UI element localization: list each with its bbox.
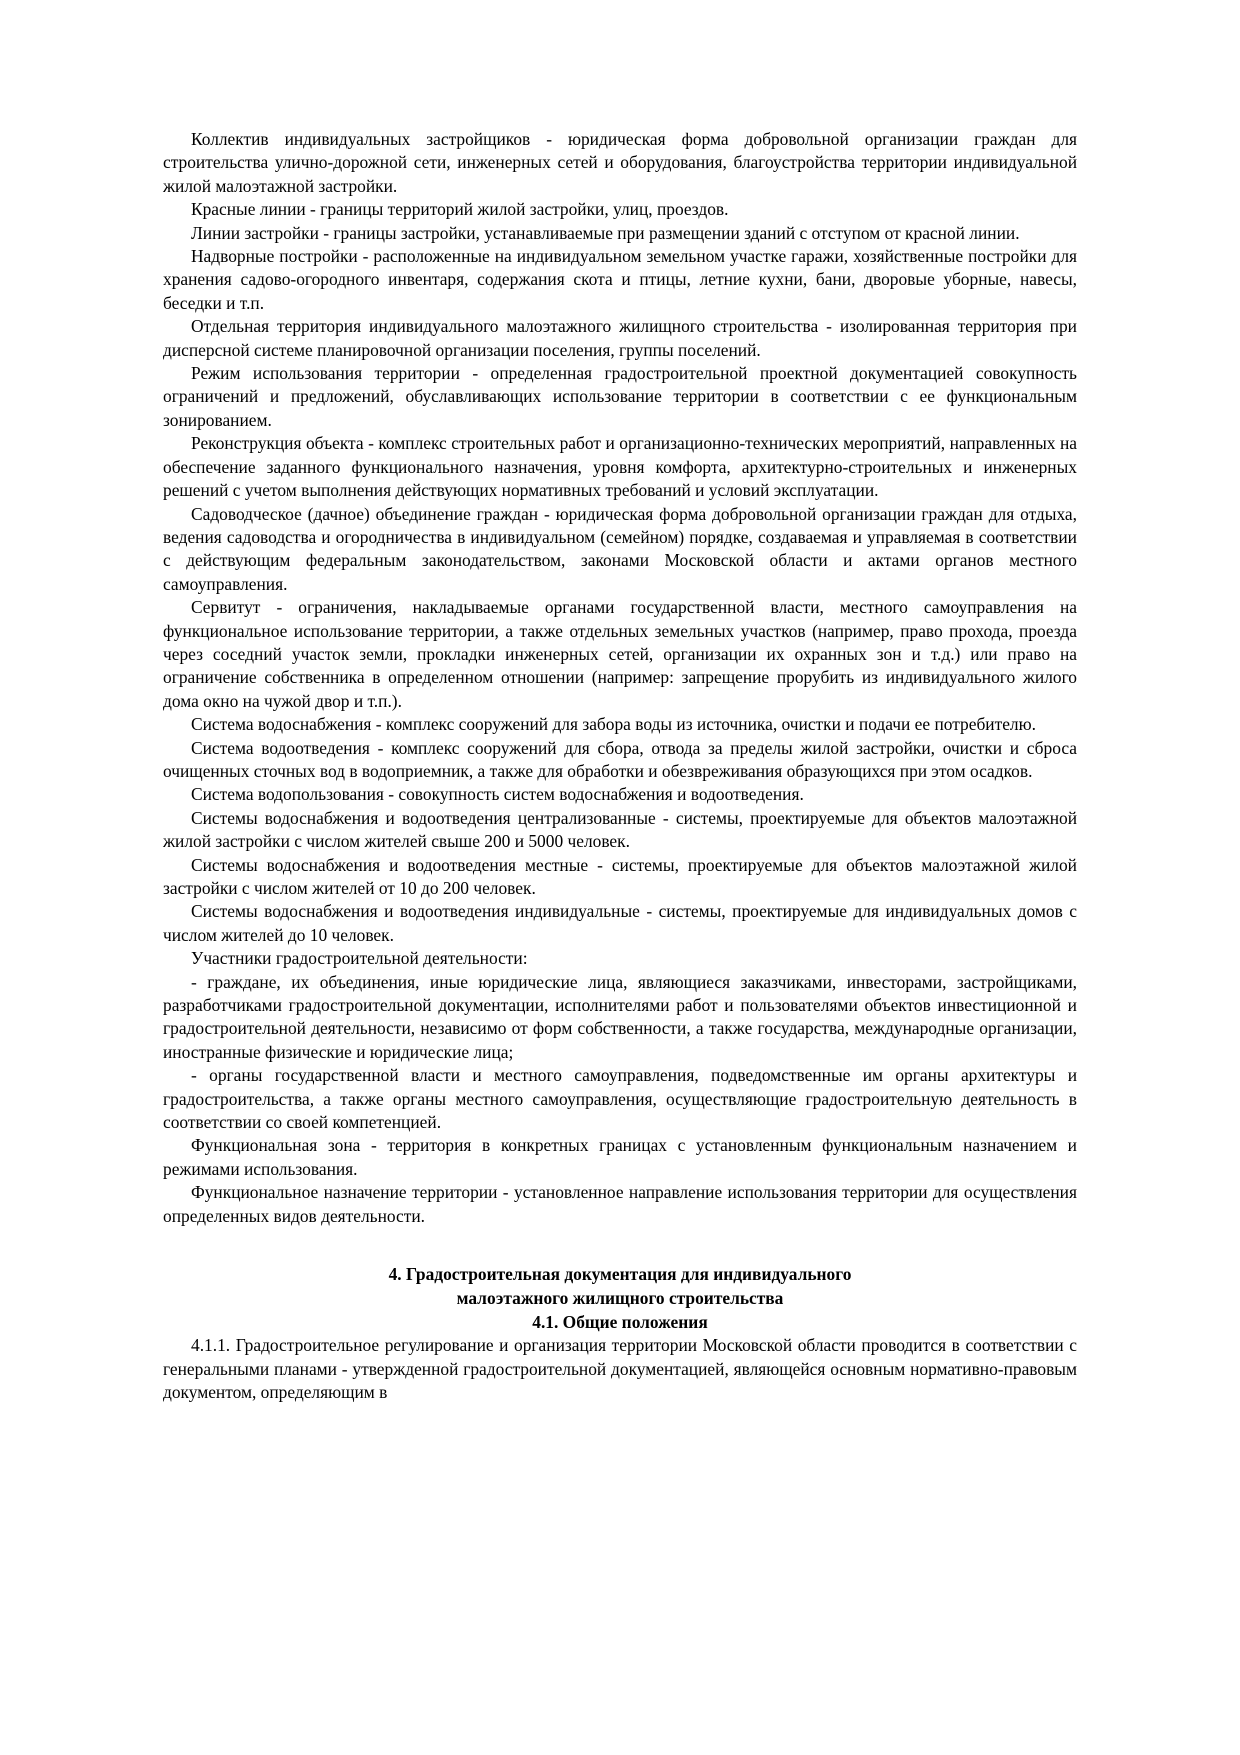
heading-line-3: 4.1. Общие положения (532, 1312, 708, 1333)
paragraph: Функциональное назначение территории - установленное направление использования территории для осуществления определенных видов деятельности. (163, 1182, 1077, 1226)
paragraph: - граждане, их объединения, иные юридические лица, являющиеся заказчиками, инвесторами, застройщиками, разработчиками градостроительной документации, исполнителями работ и пользователями объектов инвестиционной и градостроительной деятельности, независимо от форм собственности, а также государства, международные организации, иностранные физические и юридические лица; (163, 971, 1077, 1062)
paragraph: Системы водоснабжения и водоотведения местные - системы, проектируемые для объектов малоэтажной жилой застройки с числом жителей от 10 до 200 человек. (163, 854, 1077, 898)
paragraph: Функциональная зона - территория в конкретных границах с установленным функциональным назначением и режимами использования. (163, 1135, 1077, 1179)
paragraph: Сервитут - ограничения, накладываемые органами государственной власти, местного самоуправления на функциональное использование территории, а также отдельных земельных участков (например, право прохода, проезда через соседний участок земли, прокладки инженерных сетей, организации их охранных зон и т.д.) или право на ограничение собственника в определенном отношении (например: запрещение прорубить из индивидуального жилого дома окно на чужой двор и т.п.). (163, 597, 1077, 711)
paragraph: Системы водоснабжения и водоотведения централизованные - системы, проектируемые для объектов малоэтажной жилой застройки с числом жителей свыше 200 и 5000 человек. (163, 807, 1077, 852)
paragraph: Красные линии - границы территорий жилой застройки, улиц, проездов. (191, 199, 729, 220)
section-heading (163, 1262, 1077, 1334)
paragraph: Система водопользования - совокупность систем водоснабжения и водоотведения. (191, 784, 804, 805)
paragraph: Коллектив индивидуальных застройщиков - юридическая форма добровольной организации граждан для строительства улично-дорожной сети, инженерных сетей и оборудования, благоустройства территории индивидуальной жилой малоэтажной застройки. (163, 129, 1077, 196)
paragraph: Линии застройки - границы застройки, устанавливаемые при размещении зданий с отступом от красной линии. (191, 222, 1020, 243)
paragraph: Система водоотведения - комплекс сооружений для сбора, отвода за пределы жилой застройки, очистки и сброса очищенных сточных вод в водоприемник, а также для обработки и обезвреживания образующихся при этом осадков. (163, 737, 1077, 781)
document-text-body (163, 128, 1077, 1404)
paragraph: - органы государственной власти и местного самоуправления, подведомственные им органы архитектуры и градостроительства, а также органы местного самоуправления, осуществляющие градостроительную деятельность в соответствии со своей компетенцией. (163, 1065, 1077, 1133)
paragraph: Режим использования территории - определенная градостроительной проектной документацией совокупность ограничений и предложений, обуславливающих использование территории в соответствии с ее функциональным зонированием. (163, 363, 1077, 430)
paragraph: 4.1.1. Градостроительное регулирование и организация территории Московской области проводится в соответствии с генеральными планами - утвержденной градостроительной документацией, являющейся основным нормативно-правовым документом, определяющим в (163, 1335, 1077, 1402)
paragraph: Отдельная территория индивидуального малоэтажного жилищного строительства - изолированная территория при дисперсной системе планировочной организации поселения, группы поселений. (163, 316, 1077, 360)
heading-line-1: 4. Градостроительная документация для индивидуального (388, 1264, 852, 1285)
paragraph: Реконструкция объекта - комплекс строительных работ и организационно-технических мероприятий, направленных на обеспечение заданного функционального назначения, уровня комфорта, архитектурно-строительных и инженерных решений с учетом выполнения действующих нормативных требований и условий эксплуатации. (163, 433, 1077, 501)
paragraph: Участники градостроительной деятельности: (191, 948, 528, 969)
paragraph: Надворные постройки - расположенные на индивидуальном земельном участке гаражи, хозяйственные постройки для хранения садово-огородного инвентаря, содержания скота и птицы, летние кухни, бани, дворовые уборные, навесы, беседки и т.п. (163, 246, 1077, 313)
heading-line-2: малоэтажного жилищного строительства (456, 1288, 784, 1309)
paragraph: Системы водоснабжения и водоотведения индивидуальные - системы, проектируемые для индивидуальных домов с числом жителей до 10 человек. (163, 901, 1077, 945)
paragraph: Система водоснабжения - комплекс сооружений для забора воды из источника, очистки и подачи ее потребителю. (191, 714, 1036, 735)
paragraph: Садоводческое (дачное) объединение граждан - юридическая форма добровольной организации граждан для отдыха, ведения садоводства и огородничества в индивидуальном (семейном) порядке, создаваемая и управляемая в соответствии с действующим федеральным законодательством, законами Московской области и актами органов местного самоуправления. (163, 503, 1077, 594)
